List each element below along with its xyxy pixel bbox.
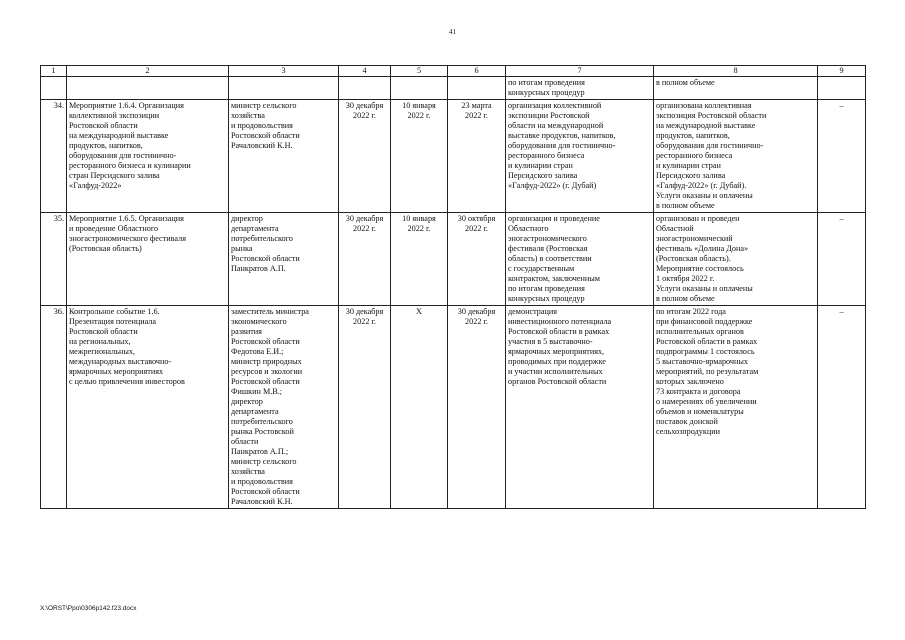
actual-result-cell: организована коллективная экспозиция Ростовской области на международной выставке продуктов, напитков, оборудования для гостинично- ресторанного бизнеса и кулинарии стран Персидского залива «Галфуд-2022» (г. Дубай). Услуги оказаны и оплачены в полном объеме [654,100,818,213]
responsible-cell: директор департамента потребительского рынка Ростовской области Панкратов А.П. [229,213,339,306]
column-header: 9 [818,66,866,77]
table-row [41,100,866,213]
document-table [40,65,866,509]
column-header: 2 [67,66,229,77]
start-date-cell: X [391,306,448,509]
expected-result-cell: организация и проведение Областного эногастрономического фестиваля (Ростовская область) в соответствии с государственным контрактом, заключенным по итогам проведения конкурсных процедур [506,213,654,306]
actual-result-cell: организован и проведен Областной эногастрономический фестиваль «Долина Дона» (Ростовская область). Мероприятие состоялось 1 октября 2022 г. Услуги оказаны и оплачены в полном объеме [654,213,818,306]
measure-cell: Мероприятие 1.6.5. Организация и проведение Областного эногастрономического фестиваля (Ростовская область) [67,213,229,306]
responsible-cell: заместитель министра экономического развития Ростовской области Федотова Е.И.; министр природных ресурсов и экологии Ростовской области Фишкин М.В.; директор департамента потребительского рынка Ростовской области Панкратов А.П.; министр сельского хозяйства и продовольствия Ростовской области Рачаловский К.Н. [229,306,339,509]
row-number: 36. [41,306,67,509]
measure-cell: Мероприятие 1.6.4. Организация коллективной экспозиции Ростовской области на международной выставке продуктов, напитков, оборудования для гостинично- ресторанного бизнеса и кулинарии стран Персидского залива «Галфуд-2022» [67,100,229,213]
end-date-cell: 23 марта 2022 г. [448,100,506,213]
measure-cell: Контрольное событие 1.6. Презентация потенциала Ростовской области на региональных, межрегиональных, международных выставочно- ярмарочных мероприятиях с целью привлечения инвесторов [67,306,229,509]
planned-date-cell: 30 декабря 2022 г. [339,213,391,306]
notes-cell: – [818,213,866,306]
continued-row [41,77,866,100]
expected-result-cell: демонстрация инвестиционного потенциала Ростовской области в рамках участия в 5 выставочно- ярмарочных мероприятиях, проводимых при поддержке и участии исполнительных органов Ростовской области [506,306,654,509]
continued-cell-8: в полном объеме [654,77,818,100]
start-date-cell: 10 января 2022 г. [391,100,448,213]
notes-cell: – [818,306,866,509]
notes-cell: – [818,100,866,213]
table-row [41,213,866,306]
start-date-cell: 10 января 2022 г. [391,213,448,306]
footer-file-path: X:\ORST\Ppo\0306p142.f23.docx [40,605,137,612]
planned-date-cell: 30 декабря 2022 г. [339,100,391,213]
row-number: 34. [41,100,67,213]
page-number: 41 [449,28,456,36]
actual-result-cell: по итогам 2022 года при финансовой поддержке исполнительных органов Ростовской области в рамках подпрограммы 1 состоялось 5 выставочно-ярмарочных мероприятий, по результатам которых заключено 73 контракта и договора о намерениях об увеличении объемов и номенклатуры поставок донской сельхозпродукции [654,306,818,509]
row-number: 35. [41,213,67,306]
responsible-cell: министр сельского хозяйства и продовольствия Ростовской области Рачаловский К.Н. [229,100,339,213]
expected-result-cell: организация коллективной экспозиции Ростовской области на международной выставке продуктов, напитков, оборудования для гостинично- ресторанного бизнеса и кулинарии стран Персидского залива «Галфуд-2022» (г. Дубай) [506,100,654,213]
column-header: 3 [229,66,339,77]
column-header: 5 [391,66,448,77]
column-header: 4 [339,66,391,77]
column-header: 8 [654,66,818,77]
column-number-row [41,66,866,77]
column-header: 1 [41,66,67,77]
table-row [41,306,866,509]
continued-cell-7: по итогам проведения конкурсных процедур [506,77,654,100]
end-date-cell: 30 октября 2022 г. [448,213,506,306]
column-header: 6 [448,66,506,77]
column-header: 7 [506,66,654,77]
end-date-cell: 30 декабря 2022 г. [448,306,506,509]
planned-date-cell: 30 декабря 2022 г. [339,306,391,509]
